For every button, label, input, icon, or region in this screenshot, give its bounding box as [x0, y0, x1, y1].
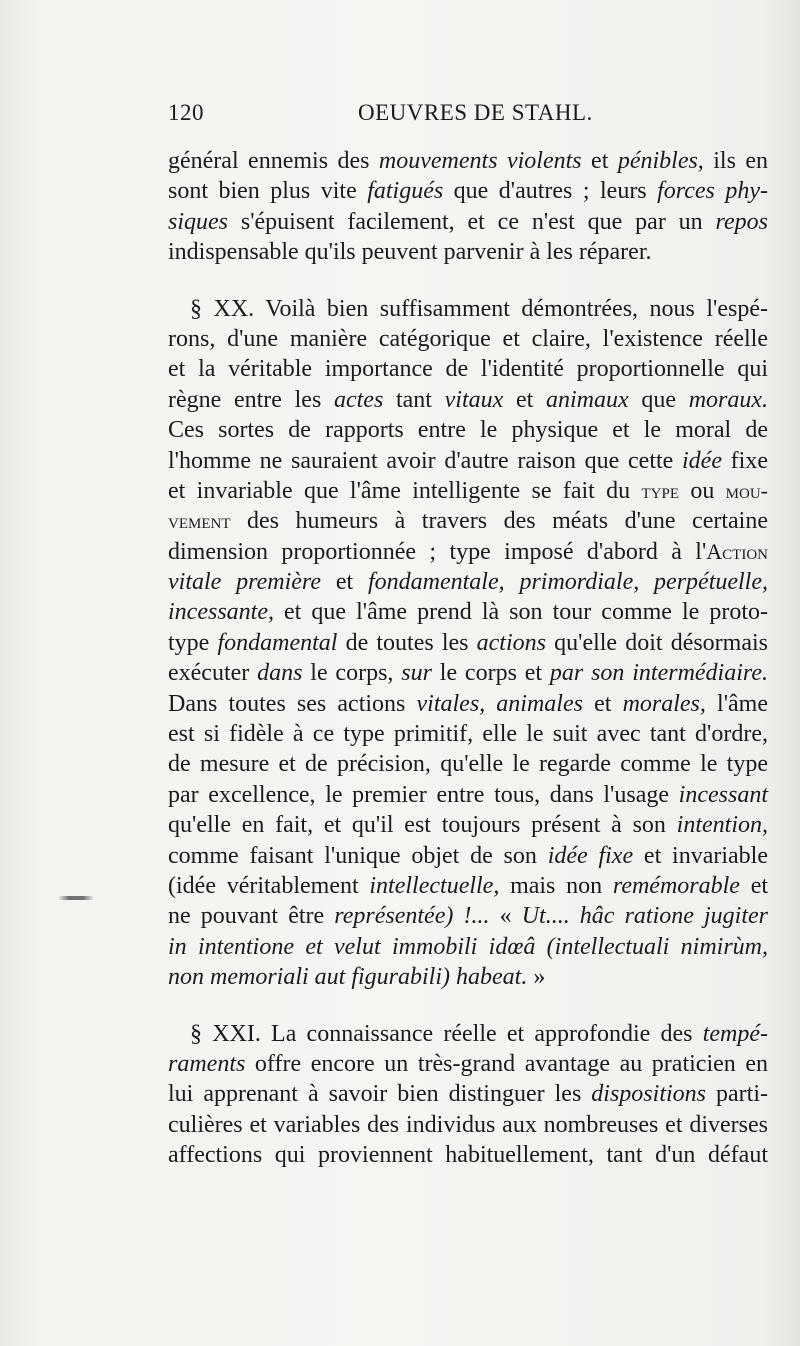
text-line [168, 385, 768, 415]
text-line [168, 537, 768, 567]
italic-span: par son intermédiaire. [549, 660, 768, 687]
text-span: comme faisant l'unique objet de son [168, 842, 548, 869]
text-line [168, 176, 768, 206]
text-span: l'homme ne sauraient avoir d'autre raison que cette [168, 447, 682, 474]
text-line [168, 415, 768, 445]
text-line [168, 446, 768, 476]
text-span: culières et variables des individus aux nombreuses et diverses [168, 1111, 768, 1138]
text-line [168, 901, 768, 931]
text-span: par excellence, le premier entre tous, dans l'usage [168, 781, 679, 808]
text-line [168, 146, 768, 176]
italic-span: représentée) !... [334, 903, 490, 930]
italic-span: vitale première [168, 569, 321, 596]
italic-span: tempé- [702, 1020, 768, 1047]
italic-span: fondamentale, primordiale, perpétuelle, [367, 569, 769, 596]
italic-span: non memoriali aut figurabili) habeat. [168, 964, 528, 991]
text-line [168, 476, 768, 506]
text-line [168, 1140, 768, 1170]
text-line [168, 628, 768, 658]
italic-span: repos [715, 208, 768, 235]
text-span: rons, d'une manière catégorique et claire, l'existence réelle [168, 325, 768, 352]
text-span: de mesure et de précision, qu'elle le regarde comme le type [168, 751, 768, 778]
text-line [168, 1110, 768, 1140]
italic-span: intention, [676, 812, 768, 839]
text-span: et [582, 690, 623, 717]
text-span: fixe [721, 447, 768, 474]
italic-span: idée [682, 447, 722, 474]
body-text [168, 146, 768, 1171]
text-line [168, 237, 768, 267]
text-span: général ennemis des [168, 148, 379, 174]
text-span: l'âme [705, 690, 769, 717]
italic-span: in intentione et velut immobili idœâ (intellectuali nimirùm, [168, 933, 768, 960]
italic-span: dans [257, 660, 303, 687]
text-span: offre encore un très-grand avantage au praticien en [245, 1050, 768, 1077]
text-line [168, 1079, 768, 1109]
text-span: ils en [703, 148, 769, 174]
text-span: et que l'âme prend là son tour comme le proto- [273, 599, 768, 626]
text-span: Ces sortes de rapports entre le physique et le moral de [168, 417, 768, 444]
text-line [168, 689, 768, 719]
text-span: et invariable que l'âme intelligente se fait du [168, 477, 642, 504]
smallcaps-span: vement [168, 508, 231, 534]
smallcaps-span: mou- [725, 477, 769, 503]
text-span: que [628, 386, 689, 413]
italic-span: fatigués [367, 178, 444, 205]
italic-span: vitaux [444, 386, 504, 413]
text-line [168, 1049, 768, 1079]
text-line [168, 749, 768, 779]
text-span: § XX. Voilà bien suffisamment démontrées, nous l'espé- [190, 295, 768, 322]
italic-span: forces phy- [657, 178, 768, 205]
text-span: et invariable [633, 842, 768, 869]
text-span: des humeurs à travers des méats d'une certaine [230, 508, 768, 535]
text-span: lui apprenant à savoir bien distinguer les [168, 1081, 592, 1108]
text-line [168, 207, 768, 237]
text-line [168, 324, 768, 354]
text-span: qu'elle en fait, et qu'il est toujours présent à son [168, 812, 677, 839]
text-span: » [527, 964, 546, 991]
text-span: ou [679, 477, 726, 504]
italic-span: pénibles, [617, 148, 704, 174]
text-span: et [321, 569, 368, 596]
italic-span: remémorable [612, 872, 740, 899]
text-span: que d'autres ; leurs [443, 178, 658, 205]
text-span: et [503, 386, 546, 413]
text-span: règne entre les [168, 386, 334, 413]
italic-span: fondamental [217, 629, 338, 656]
text-line [168, 962, 768, 992]
italic-span: dispositions [591, 1081, 706, 1108]
text-span: de toutes les [337, 629, 477, 656]
text-span: le corps et [431, 660, 550, 687]
text-span: est si fidèle à ce type primitif, elle le suit avec tant d'ordre, [168, 721, 768, 748]
text-span: dimension proportionnée ; type imposé d'abord à l' [168, 538, 707, 565]
text-span: qu'elle doit désormais [545, 629, 769, 656]
italic-span: moraux. [688, 386, 769, 413]
text-span: indispensable qu'ils peuvent parvenir à les réparer. [168, 239, 652, 266]
italic-span: idée fixe [547, 842, 634, 869]
text-line [168, 780, 768, 810]
text-line [168, 871, 768, 901]
page-number: 120 [168, 100, 204, 125]
text-line [168, 932, 768, 962]
text-span: ne pouvant être [168, 903, 335, 930]
text-span: exécuter [168, 660, 258, 687]
text-line [168, 810, 768, 840]
italic-span: intellectuelle, [369, 872, 500, 899]
italic-span: siques [168, 208, 228, 235]
text-line [168, 841, 768, 871]
text-span: et [581, 148, 618, 174]
text-line [168, 294, 768, 324]
italic-span: actes [333, 386, 384, 413]
text-span: § XXI. La connaissance réelle et approfondie des [190, 1020, 703, 1047]
italic-span: actions [476, 629, 546, 656]
text-line [168, 506, 768, 536]
italic-span: mouvements violents [378, 148, 582, 174]
italic-span: vitales, animales [416, 690, 583, 717]
page-header [168, 100, 770, 134]
text-span: et la véritable importance de l'identité proportionnelle qui [168, 356, 768, 383]
italic-span: Ut.... hâc ratione jugiter [521, 903, 769, 930]
italic-span: morales, [622, 690, 706, 717]
italic-span: incessant [678, 781, 768, 808]
text-span: Dans toutes ses actions [168, 690, 417, 717]
italic-span: sur [401, 660, 432, 687]
running-title: OEUVRES DE STAHL. [358, 100, 593, 125]
smallcaps-span: Action [706, 538, 768, 564]
text-line [168, 719, 768, 749]
text-span: le corps, [302, 660, 402, 687]
text-span: s'épuisent facilement, et ce n'est que par un [228, 208, 716, 235]
text-span: sont bien plus vite [168, 178, 368, 205]
text-line [168, 658, 768, 688]
italic-span: raments [168, 1050, 246, 1077]
margin-mark [58, 896, 94, 900]
text-span: et [739, 872, 769, 899]
text-line [168, 354, 768, 384]
text-line [168, 567, 768, 597]
text-span: affections qui proviennent habituellement, tant d'un défaut [168, 1142, 768, 1169]
italic-span: incessante, [168, 599, 274, 626]
text-span: mais non [499, 872, 613, 899]
paragraph-gap [168, 993, 768, 1019]
italic-span: animaux [546, 386, 629, 413]
text-span: « [489, 903, 522, 930]
text-line [168, 1019, 768, 1049]
text-line [168, 597, 768, 627]
text-span: (idée véritablement [168, 872, 370, 899]
smallcaps-span: type [641, 477, 679, 503]
text-span: type [168, 629, 218, 656]
text-span: parti- [706, 1081, 768, 1108]
text-span: tant [383, 386, 445, 413]
paragraph-gap [168, 268, 768, 294]
